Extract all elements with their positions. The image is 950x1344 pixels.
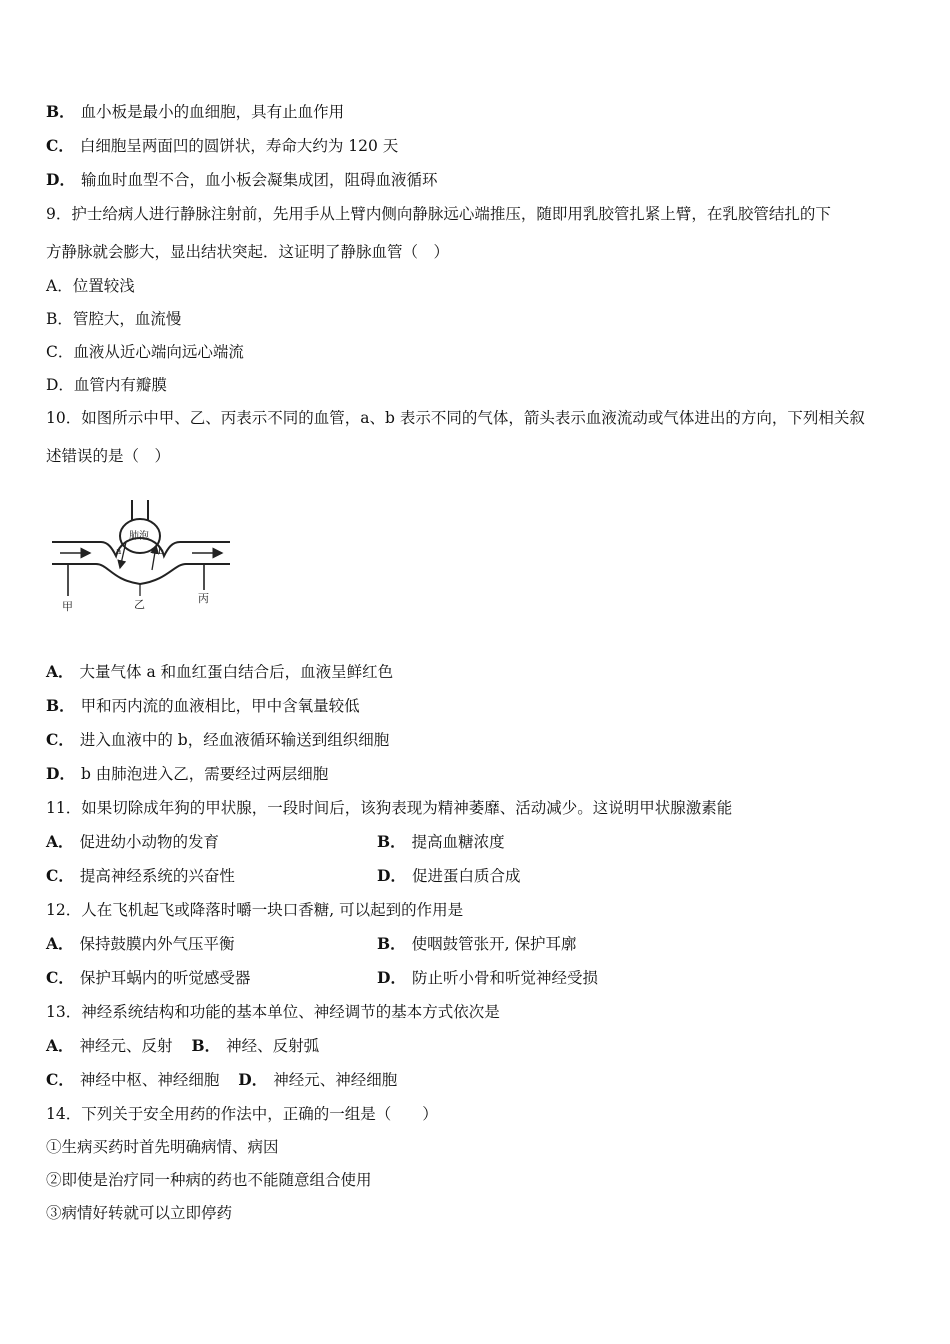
q8-option-d: D． 输血时血型不合，血小板会凝集成团，阻碍血液循环 [46,170,438,189]
q14-item-3: ③病情好转就可以立即停药 [46,1204,233,1222]
q14-stem: 14．下列关于安全用药的作法中，正确的一组是（ ） [46,1105,438,1123]
q9-stem-line2: 方静脉就会膨大，显出结状突起．这证明了静脉血管（ ） [46,243,450,261]
alveolus-capillary-diagram [46,492,242,616]
q9-option-c: C．血液从近心端向远心端流 [46,343,244,361]
q10-option-a: A． 大量气体 a 和血红蛋白结合后，血液呈鲜红色 [46,662,394,681]
q13-option-d-label: D． [238,1070,268,1089]
q12-option-b: B． 使咽鼓管张开, 保护耳廓 [377,934,577,953]
q8-option-b: B． 血小板是最小的血细胞，具有止血作用 [46,102,345,121]
q9-option-a: A．位置较浅 [46,277,135,295]
q12-option-d: D． 防止听小骨和听觉神经受损 [377,968,598,987]
q13-stem: 13．神经系统结构和功能的基本单位、神经调节的基本方式依次是 [46,1003,500,1021]
q12-option-c: C． 保护耳蜗内的听觉感受器 [46,968,251,987]
gas-a-label: a [116,547,122,557]
q13-option-d-text: 神经元、神经细胞 [273,1071,398,1089]
q14-item-2: ②即使是治疗同一种病的药也不能随意组合使用 [46,1171,372,1189]
q10-option-d: D． b 由肺泡进入乙，需要经过两层细胞 [46,764,329,783]
q13-option-a-label: A． [46,1036,74,1055]
alveolus-duct [132,500,148,520]
q12-option-a: A． 保持鼓膜内外气压平衡 [46,934,235,953]
q13-options-cd [46,1070,397,1090]
q10-stem-line1: 10．如图所示中甲、乙、丙表示不同的血管，a、b 表示不同的气体，箭头表示血液流动或气体进出的方向，下列相关叙 [46,409,865,427]
q9-option-b: B．管腔大，血流慢 [46,310,182,328]
q9-option-d: D．血管内有瓣膜 [46,376,167,394]
q11-stem: 11．如果切除成年狗的甲状腺，一段时间后，该狗表现为精神萎靡、活动减少。这说明甲状腺激素能 [46,799,733,817]
q14-item-1: ①生病买药时首先明确病情、病因 [46,1138,279,1156]
q11-option-a: A． 促进幼小动物的发育 [46,832,220,851]
q8-option-c: C． 白细胞呈两面凹的圆饼状，寿命大约为 120 天 [46,136,399,155]
gas-b-label: b [158,547,164,557]
q11-option-d: D． 促进蛋白质合成 [377,866,521,885]
q11-option-c: C． 提高神经系统的兴奋性 [46,866,235,885]
q10-option-c: C． 进入血液中的 b，经血液循环输送到组织细胞 [46,730,390,749]
q10-option-b: B． 甲和丙内流的血液相比，甲中含氧量较低 [46,696,360,715]
q11-option-b: B． 提高血糖浓度 [377,832,505,851]
q13-option-a-text: 神经元、反射 [79,1037,173,1055]
q13-option-c-text: 神经中枢、神经细胞 [79,1071,220,1089]
q9-stem-line1: 9．护士给病人进行静脉注射前，先用手从上臂内侧向静脉远心端推压，随即用乳胶管扎紧上臂，在乳胶管结扎的下 [46,205,831,223]
q13-options-ab [46,1036,319,1056]
q12-stem: 12．人在飞机起飞或降落时嚼一块口香糖, 可以起到的作用是 [46,901,464,919]
vessel-bing-label: 丙 [198,592,209,605]
q13-option-c-label: C． [46,1070,74,1089]
vessel-yi-label: 乙 [134,598,145,611]
q13-option-b-label: B． [191,1036,221,1055]
q13-option-b-text: 神经、反射弧 [226,1037,320,1055]
q10-stem-line2: 述错误的是（ ） [46,447,171,465]
alveolus-label: 肺泡 [129,531,149,542]
vessel-jia-label: 甲 [62,600,73,613]
